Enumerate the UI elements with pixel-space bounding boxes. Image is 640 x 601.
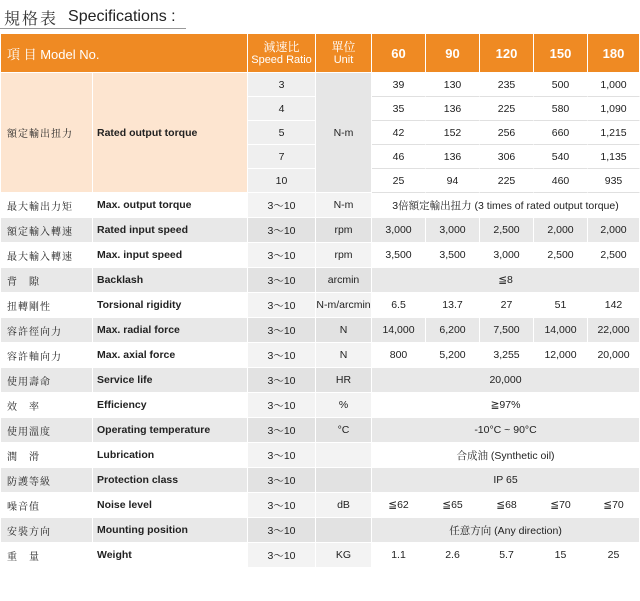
unit-header [316,34,372,73]
value-cell: 142 [588,293,640,318]
table-row [1,368,640,393]
value-cell: 39 [372,73,426,97]
unit-header-cn: 單位 [331,39,356,54]
value-cell: 6,200 [426,318,480,343]
value-cell: 2,000 [534,218,588,243]
table-row [1,468,640,493]
model-120: 120 [480,34,534,73]
ratio-cell: 5 [248,121,316,145]
unit-cell: arcmin [316,268,372,293]
ratio-cell: 3～10 [248,543,316,568]
value-cell: 35 [372,97,426,121]
unit-cell: dB [316,493,372,518]
unit-header-en: Unit [333,53,354,66]
ratio-cell: 3～10 [248,443,316,468]
value-cell: 935 [588,169,640,193]
value-cell: 25 [588,543,640,568]
row-label-cn: 最大輸出力矩 [1,193,93,218]
unit-cell: rpm [316,243,372,268]
value-span-cell: ≦8 [372,268,640,293]
row-label-en: Rated input speed [93,218,248,243]
value-cell: 136 [426,145,480,169]
value-cell: 2,500 [480,218,534,243]
value-cell: 460 [534,169,588,193]
value-cell: 540 [534,145,588,169]
value-cell: 2,000 [588,218,640,243]
table-row [1,343,640,368]
row-label-en: Lubrication [93,443,248,468]
value-cell: 46 [372,145,426,169]
row-label-cn: 容許軸向力 [1,343,93,368]
unit-cell: N [316,318,372,343]
table-row [1,418,640,443]
ratio-cell: 3～10 [248,218,316,243]
unit-cell: °C [316,418,372,443]
unit-cell: N [316,343,372,368]
table-row [1,393,640,418]
value-cell: 225 [480,169,534,193]
value-cell: 2,500 [534,243,588,268]
row-label-en: Torsional rigidity [93,293,248,318]
value-cell: 5.7 [480,543,534,568]
ratio-cell: 3～10 [248,293,316,318]
value-cell: 27 [480,293,534,318]
table-row [1,243,640,268]
row-label-en: Operating temperature [93,418,248,443]
table-row [1,318,640,343]
value-cell: 3,000 [426,218,480,243]
unit-cell [316,468,372,493]
table-row [1,543,640,568]
value-cell: 152 [426,121,480,145]
value-cell: 51 [534,293,588,318]
row-label-en: Backlash [93,268,248,293]
model-150: 150 [534,34,588,73]
ratio-cell: 3～10 [248,193,316,218]
unit-cell [316,518,372,543]
value-cell: 136 [426,97,480,121]
row-label-en: Max. input speed [93,243,248,268]
value-span-cell: 合成油 (Synthetic oil) [372,443,640,468]
value-cell: 25 [372,169,426,193]
value-cell: 660 [534,121,588,145]
model-90: 90 [426,34,480,73]
value-cell: 94 [426,169,480,193]
row-label-cn: 扭轉剛性 [1,293,93,318]
model-60: 60 [372,34,426,73]
ratio-cell: 3～10 [248,268,316,293]
value-cell: ≦68 [480,493,534,518]
row-label-cn: 容許徑向力 [1,318,93,343]
value-cell: 2,500 [588,243,640,268]
value-cell: 14,000 [534,318,588,343]
ratio-cell: 3～10 [248,243,316,268]
value-cell: 13.7 [426,293,480,318]
ratio-cell: 3～10 [248,343,316,368]
row-label-cn: 使用溫度 [1,418,93,443]
ratio-header-en: Speed Ratio [251,53,312,66]
unit-cell: N-m [316,193,372,218]
value-cell: 7,500 [480,318,534,343]
value-cell: 6.5 [372,293,426,318]
row-label-cn: 效 率 [1,393,93,418]
title-cn: 規格表 [4,8,59,28]
unit-cell: N-m/arcmin [316,293,372,318]
value-cell: 1,090 [588,97,640,121]
value-span-cell: 3倍額定輸出扭力 (3 times of rated output torque) [372,193,640,218]
unit-cell: KG [316,543,372,568]
table-row [1,218,640,243]
value-cell: 256 [480,121,534,145]
title-en: Specifications : [68,8,176,25]
row-label-cn: 額定輸出扭力 [1,73,93,193]
value-cell: 3,255 [480,343,534,368]
row-label-en: Mounting position [93,518,248,543]
row-label-en: Max. axial force [93,343,248,368]
value-cell: 235 [480,73,534,97]
value-cell: 20,000 [588,343,640,368]
value-cell: 1,135 [588,145,640,169]
table-row [1,443,640,468]
value-cell: 800 [372,343,426,368]
row-label-en: Protection class [93,468,248,493]
value-cell: 3,500 [426,243,480,268]
row-label-cn: 潤 滑 [1,443,93,468]
value-span-cell: 20,000 [372,368,640,393]
ratio-cell: 3～10 [248,318,316,343]
unit-cell: % [316,393,372,418]
ratio-cell: 3～10 [248,518,316,543]
ratio-header-cn: 減速比 [263,39,300,54]
ratio-cell: 3～10 [248,368,316,393]
ratio-header [248,34,316,73]
unit-cell: rpm [316,218,372,243]
value-span-cell: -10°C ~ 90°C [372,418,640,443]
row-label-en: Weight [93,543,248,568]
row-label-cn: 噪音值 [1,493,93,518]
table-row [1,293,640,318]
ratio-cell: 10 [248,169,316,193]
row-label-cn: 重 量 [1,543,93,568]
row-label-en: Noise level [93,493,248,518]
row-label-en: Rated output torque [93,73,248,193]
value-cell: ≦65 [426,493,480,518]
table-row [1,268,640,293]
value-cell: 12,000 [534,343,588,368]
value-cell: ≦70 [534,493,588,518]
value-cell: 3,000 [480,243,534,268]
table-row [1,193,640,218]
unit-cell: HR [316,368,372,393]
table-row [1,518,640,543]
value-cell: 15 [534,543,588,568]
value-cell: 2.6 [426,543,480,568]
header-row [1,34,640,73]
row-label-cn: 使用壽命 [1,368,93,393]
value-cell: ≦70 [588,493,640,518]
ratio-cell: 3～10 [248,493,316,518]
value-cell: 225 [480,97,534,121]
row-label-en: Max. output torque [93,193,248,218]
table-row [1,493,640,518]
value-span-cell: 任意方向 (Any direction) [372,518,640,543]
value-cell: 14,000 [372,318,426,343]
ratio-cell: 3～10 [248,393,316,418]
value-cell: 306 [480,145,534,169]
row-label-en: Efficiency [93,393,248,418]
ratio-cell: 3 [248,73,316,97]
row-label-en: Service life [93,368,248,393]
value-span-cell: ≧97% [372,393,640,418]
value-span-cell: IP 65 [372,468,640,493]
row-label-cn: 額定輸入轉速 [1,218,93,243]
model-180: 180 [588,34,640,73]
value-cell: 130 [426,73,480,97]
ratio-cell: 3～10 [248,418,316,443]
row-label-cn: 背 隙 [1,268,93,293]
value-cell: 3,500 [372,243,426,268]
row-label-cn: 最大輸入轉速 [1,243,93,268]
value-cell: 42 [372,121,426,145]
ratio-cell: 4 [248,97,316,121]
row-label-cn: 安裝方向 [1,518,93,543]
value-cell: 3,000 [372,218,426,243]
ratio-cell: 3～10 [248,468,316,493]
row-label-cn: 防護等級 [1,468,93,493]
value-cell: 580 [534,97,588,121]
value-cell: 500 [534,73,588,97]
value-cell: 5,200 [426,343,480,368]
unit-cell: N-m [316,73,372,193]
title-underline [0,28,186,29]
page-title [4,6,176,28]
value-cell: 1,215 [588,121,640,145]
value-cell: 1,000 [588,73,640,97]
spec-table [1,34,640,568]
table-row [1,73,640,97]
ratio-cell: 7 [248,145,316,169]
row-label-en: Max. radial force [93,318,248,343]
value-cell: ≦62 [372,493,426,518]
value-cell: 22,000 [588,318,640,343]
model-header: 項 目 Model No. [1,34,248,73]
unit-cell [316,443,372,468]
value-cell: 1.1 [372,543,426,568]
